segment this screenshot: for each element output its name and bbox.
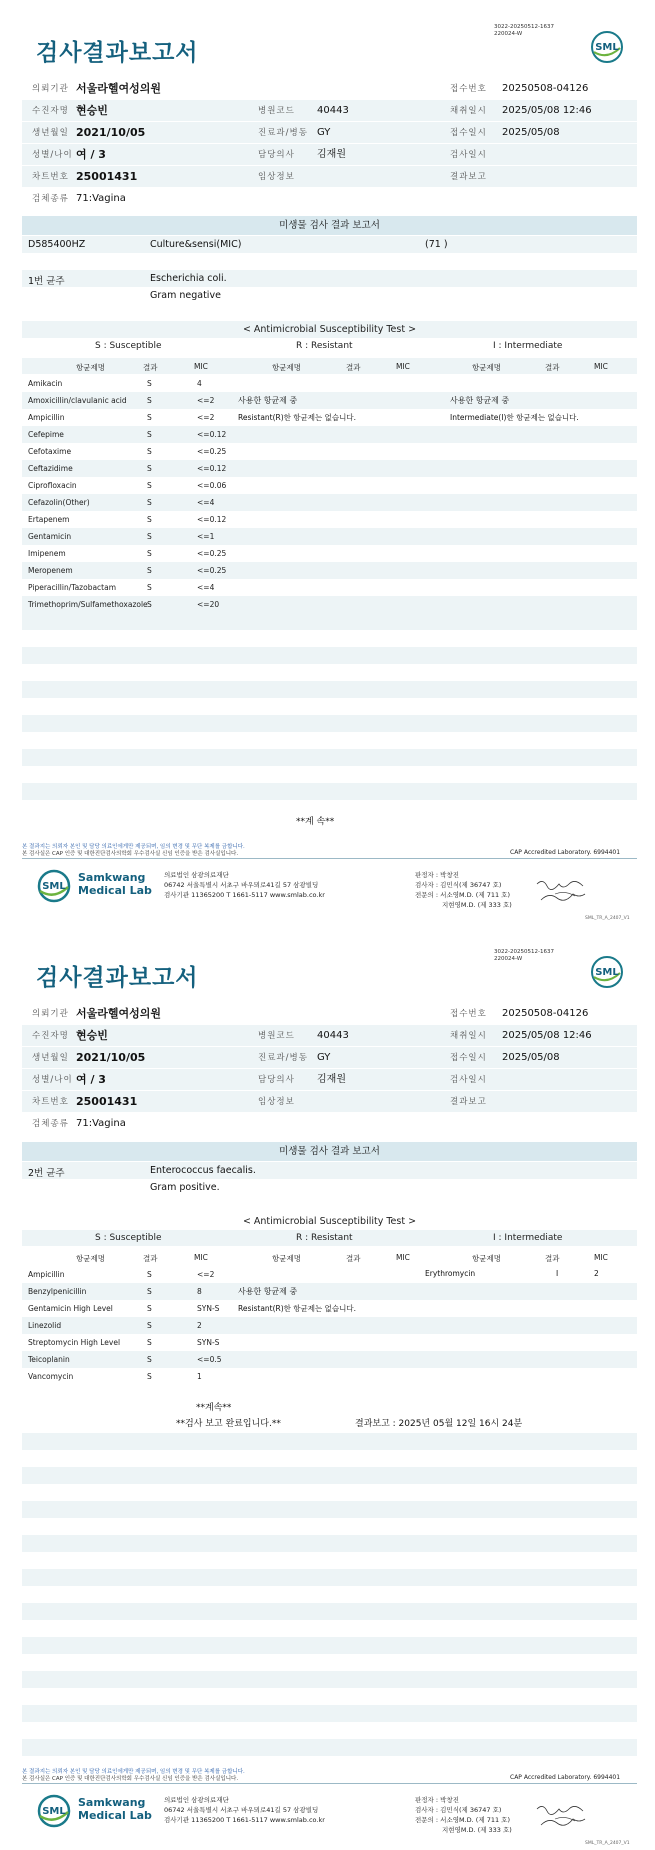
svg-text:SML: SML bbox=[42, 881, 66, 892]
drug-result: S bbox=[147, 1304, 152, 1313]
drug-mic: 8 bbox=[197, 1287, 202, 1296]
drug-mic: <=4 bbox=[197, 583, 215, 592]
cap-accreditation: CAP Accredited Laboratory. 6994401 bbox=[510, 849, 621, 856]
final-report-time: 결과보고 : 2025년 05월 12일 16시 24분 bbox=[355, 1419, 523, 1429]
legend-r: R : Resistant bbox=[296, 341, 353, 351]
organism-gram: Gram negative bbox=[150, 290, 221, 301]
footer-staff: 판정자 : 박창진 검사자 : 김민식(제 36747 호) 전문의 : 서소영M.D. (제 711 호) 지현영M.D. (제 333 호) bbox=[415, 1796, 512, 1834]
patient-info: 의뢰기관 서울라헬여성의원 접수번호 20250508-04126 수진자명 현승빈 병원코드 40443 채취일시 2025/05/08 12:46 생년월일 2021/10/05 진료과/병동 GY 접수일시 2025/05/08 성별/나이 여 / 3 담당의사 김재원 검사일시 차트번호 25001431 임상정보 결과보고 검체종류 71:Vagina bbox=[22, 78, 637, 210]
drug-name: Ampicillin bbox=[28, 413, 65, 422]
footer-address: 의료법인 삼광의료재단 06742 서울특별시 서초구 바우뫼로41길 57 삼광빌딩 검사기관 11365200 T 1661-5117 www.smlab.co.kr bbox=[164, 871, 325, 899]
report-title: 검사결과보고서 bbox=[36, 965, 199, 991]
legend-r: R : Resistant bbox=[296, 1233, 353, 1243]
drug-mic: <=0.12 bbox=[197, 515, 227, 524]
legend-s: S : Susceptible bbox=[95, 341, 162, 351]
ast-title: < Antimicrobial Susceptibility Test > bbox=[242, 1216, 417, 1227]
footer-note-2: 본 검사실은 CAP 인증 및 대한진단검사의학회 우수검사실 신임 인증을 받은 검사실입니다. bbox=[22, 1776, 239, 1782]
samkwang-logo: SML Samkwang Medical Lab bbox=[36, 868, 156, 904]
table-row bbox=[22, 1317, 637, 1334]
drug-mic: <=0.12 bbox=[197, 430, 227, 439]
document-id: 3022-20250512-1637 220024-W bbox=[494, 949, 554, 962]
drug-result: S bbox=[147, 447, 152, 456]
table-row bbox=[22, 562, 637, 579]
drug-result: S bbox=[147, 1355, 152, 1364]
report-page-1: 3022-20250512-1637 220024-W 검사결과보고서 SML 의뢰기관 서울라헬여성의원 접수번호 20250508-04126 수진자명 현승빈 병원코드 40443 채취일시 2025/05/08 12:46 생년월일 2021/10/05 진료과/병동 GY 접수일시 2025/05/08 성별/나이 여 / 3 담당의사 김재원 검사일시 차트번호 25001431 임상정보 결과보고 검체종류 71:Vagina 미생물 검사 결과 보고서 D585400HZ Culture&sensi(MIC) (71 ) 1번 균주 Escherichia coli. Gram negative < Antimicrobial Susceptibility Test > S : Susceptible R : Resistant I : Intermediate 항균제명 결과 MIC 항균제명 결과 MIC 항균제명 결과 MIC Amikacin S 4 Amoxicillin/clavulanic acid S <=2 Ampicillin S <=2 Cefepime S <=0.12 Cefotaxime S <=0.25 Ceftazidime S <=0.12 Ciprofloxacin S <=0.06 Cefazolin(Other) S <=4 Ertapenem S <=0.12 Gentamicin S <=1 Imipenem S <=0.25 Meropenem S <=0.25 Piperacillin/Tazobactam S <=4 Trimethoprim/Sulfamethoxazole S <=20 사용한 항균제 중 Resistant(R)한 항균제는 없습니다. 사용한 항균제 중 Intermediate(I)한 항균제는 없습니다. **계 속** 본 결과지는 의뢰자 본인 및 담당 의료인에게만 제공되며, 임의 변경 및 무단 복제를 금합니다. 본 검사실은 CAP 인증 및 대한진단검사의학회 우수검사실 신임 인증을 받은 검사실입니다. CAP Accredited Laboratory. 6994401 SML Samkwang Medical Lab 의료법인 삼광의료재단 06742 서울특별시 서초구 바우뫼로41길 57 삼광빌딩 검사기관 11365200 T 1661-5117 www.smlab.co.kr 판정자 : 박창진 검사자 : 김민식(제 36747 호) 전문의 : 서소영M.D. (제 711 호) 지현영M.D. (제 333 호) SML_TR_A_2407_V1 bbox=[0, 0, 655, 925]
legend-s: S : Susceptible bbox=[95, 1233, 162, 1243]
table-row bbox=[22, 1351, 637, 1368]
organism-label: 1번 균주 bbox=[28, 276, 65, 287]
form-number: SML_TR_A_2407_V1 bbox=[585, 916, 630, 921]
drug-name: Vancomycin bbox=[28, 1372, 74, 1381]
patient-info: 의뢰기관 서울라헬여성의원 접수번호 20250508-04126 수진자명 현승빈 병원코드 40443 채취일시 2025/05/08 12:46 생년월일 2021/10/05 진료과/병동 GY 접수일시 2025/05/08 성별/나이 여 / 3 담당의사 김재원 검사일시 차트번호 25001431 임상정보 결과보고 검체종류 71:Vagina bbox=[22, 1003, 637, 1135]
drug-mic: <=2 bbox=[197, 413, 215, 422]
drug-name: Benzylpenicillin bbox=[28, 1287, 87, 1296]
sml-logo-icon bbox=[36, 1793, 72, 1829]
organism-name: Enterococcus faecalis. bbox=[150, 1165, 256, 1176]
note-s: 사용한 항균제 중 bbox=[238, 396, 298, 405]
table-row bbox=[22, 511, 637, 528]
table-row bbox=[22, 545, 637, 562]
drug-mic: <=0.25 bbox=[197, 549, 227, 558]
drug-name: Gentamicin bbox=[28, 532, 72, 541]
svg-text:SML: SML bbox=[595, 42, 619, 53]
sml-logo-icon bbox=[590, 955, 624, 989]
drug-result: S bbox=[147, 396, 152, 405]
test-name: Culture&sensi(MIC) bbox=[150, 239, 242, 250]
drug-result: S bbox=[147, 481, 152, 490]
drug-name: Amikacin bbox=[28, 379, 63, 388]
intermediate-mic: 2 bbox=[594, 1269, 599, 1278]
form-number: SML_TR_A_2407_V1 bbox=[585, 1841, 630, 1846]
drug-mic: <=0.06 bbox=[197, 481, 227, 490]
section-title: 미생물 검사 결과 보고서 bbox=[22, 216, 637, 235]
table-row bbox=[22, 1334, 637, 1351]
drug-name: Gentamicin High Level bbox=[28, 1304, 113, 1313]
cap-accreditation: CAP Accredited Laboratory. 6994401 bbox=[510, 1774, 621, 1781]
drug-name: Linezolid bbox=[28, 1321, 62, 1330]
signature-icon bbox=[535, 876, 605, 906]
table-row bbox=[22, 426, 637, 443]
note-s-i: 사용한 항균제 중 bbox=[450, 396, 510, 405]
drug-mic: SYN-S bbox=[197, 1304, 220, 1313]
drug-name: Meropenem bbox=[28, 566, 73, 575]
complete-mark: **검사 보고 완료입니다.** bbox=[176, 1419, 281, 1429]
drug-mic: <=2 bbox=[197, 1270, 215, 1279]
table-row bbox=[22, 392, 637, 409]
drug-mic: <=0.12 bbox=[197, 464, 227, 473]
legend-i: I : Intermediate bbox=[493, 341, 563, 351]
drug-mic: <=4 bbox=[197, 498, 215, 507]
intermediate-drug: Erythromycin bbox=[425, 1269, 476, 1278]
drug-name: Piperacillin/Tazobactam bbox=[28, 583, 117, 592]
drug-mic: <=1 bbox=[197, 532, 215, 541]
drug-result: S bbox=[147, 464, 152, 473]
report-title: 검사결과보고서 bbox=[36, 40, 199, 66]
drug-name: Streptomycin High Level bbox=[28, 1338, 121, 1347]
drug-result: S bbox=[147, 1338, 152, 1347]
sml-logo-icon bbox=[590, 30, 624, 64]
drug-mic: <=0.5 bbox=[197, 1355, 222, 1364]
drug-result: S bbox=[147, 1270, 152, 1279]
drug-result: S bbox=[147, 600, 152, 609]
drug-mic: <=20 bbox=[197, 600, 220, 609]
footer-note-1: 본 결과지는 의뢰자 본인 및 담당 의료인에게만 제공되며, 임의 변경 및 무단 복제를 금합니다. bbox=[22, 844, 245, 850]
drug-name: Ampicillin bbox=[28, 1270, 65, 1279]
drug-mic: <=0.25 bbox=[197, 566, 227, 575]
drug-mic: SYN-S bbox=[197, 1338, 220, 1347]
drug-result: S bbox=[147, 413, 152, 422]
table-row bbox=[22, 477, 637, 494]
organism-label: 2번 균주 bbox=[28, 1168, 65, 1179]
drug-mic: <=0.25 bbox=[197, 447, 227, 456]
drug-result: S bbox=[147, 1372, 152, 1381]
table-row bbox=[22, 1283, 637, 1300]
sml-logo-icon bbox=[36, 868, 72, 904]
drug-name: Amoxicillin/clavulanic acid bbox=[28, 396, 127, 405]
drug-mic: 1 bbox=[197, 1372, 202, 1381]
drug-result: S bbox=[147, 549, 152, 558]
table-row bbox=[22, 443, 637, 460]
drug-result: S bbox=[147, 430, 152, 439]
drug-name: Ceftazidime bbox=[28, 464, 73, 473]
drug-name: Teicoplanin bbox=[28, 1355, 70, 1364]
organism-name: Escherichia coli. bbox=[150, 273, 227, 284]
drug-name: Trimethoprim/Sulfamethoxazole bbox=[28, 600, 148, 609]
ast-title: < Antimicrobial Susceptibility Test > bbox=[242, 324, 417, 335]
note-s: 사용한 항균제 중 bbox=[238, 1287, 298, 1296]
table-row bbox=[22, 460, 637, 477]
drug-name: Cefepime bbox=[28, 430, 64, 439]
drug-result: S bbox=[147, 566, 152, 575]
end-mark: **계 속** bbox=[296, 817, 335, 827]
footer-note-2: 본 검사실은 CAP 인증 및 대한진단검사의학회 우수검사실 신임 인증을 받은 검사실입니다. bbox=[22, 851, 239, 857]
drug-mic: 2 bbox=[197, 1321, 202, 1330]
report-page-2: 3022-20250512-1637 220024-W 검사결과보고서 SML 의뢰기관 서울라헬여성의원 접수번호 20250508-04126 수진자명 현승빈 병원코드 40443 채취일시 2025/05/08 12:46 생년월일 2021/10/05 진료과/병동 GY 접수일시 2025/05/08 성별/나이 여 / 3 담당의사 김재원 검사일시 차트번호 25001431 임상정보 결과보고 검체종류 71:Vagina 미생물 검사 결과 보고서 2번 균주 Enterococcus faecalis. Gram positive. < Antimicrobial Susceptibility Test > S : Susceptible R : Resistant I : Intermediate 항균제명 결과 MIC 항균제명 결과 MIC 항균제명 결과 MIC Ampicillin S <=2 Benzylpenicillin S 8 Gentamicin High Level S SYN-S Linezolid S 2 Streptomycin High Level S SYN-S Teicoplanin S <=0.5 Vancomycin S 1 Erythromycin I 2 사용한 항균제 중 Resistant(R)한 항균제는 없습니다. **계속** **검사 보고 완료입니다.** 결과보고 : 2025년 05월 12일 16시 24분 본 결과지는 의뢰자 본인 및 담당 의료인에게만 제공되며, 임의 변경 및 무단 복제를 금합니다. 본 검사실은 CAP 인증 및 대한진단검사의학회 우수검사실 신임 인증을 받은 검사실입니다. CAP Accredited Laboratory. 6994401 SML Samkwang Medical Lab 의료법인 삼광의료재단 06742 서울특별시 서초구 바우뫼로41길 57 삼광빌딩 검사기관 11365200 T 1661-5117 www.smlab.co.kr 판정자 : 박창진 검사자 : 김민식(제 36747 호) 전문의 : 서소영M.D. (제 711 호) 지현영M.D. (제 333 호) SML_TR_A_2407_V1 bbox=[0, 925, 655, 1850]
drug-mic: 4 bbox=[197, 379, 202, 388]
drug-mic: <=2 bbox=[197, 396, 215, 405]
table-row bbox=[22, 1368, 637, 1385]
table-row bbox=[22, 375, 637, 392]
legend-i: I : Intermediate bbox=[493, 1233, 563, 1243]
drug-name: Ertapenem bbox=[28, 515, 70, 524]
note-r: Resistant(R)한 항균제는 없습니다. bbox=[238, 1304, 357, 1313]
drug-name: Imipenem bbox=[28, 549, 66, 558]
footer-staff: 판정자 : 박창진 검사자 : 김민식(제 36747 호) 전문의 : 서소영M.D. (제 711 호) 지현영M.D. (제 333 호) bbox=[415, 871, 512, 909]
table-row bbox=[22, 579, 637, 596]
table-row bbox=[22, 528, 637, 545]
footer-note-1: 본 결과지는 의뢰자 본인 및 담당 의료인에게만 제공되며, 임의 변경 및 무단 복제를 금합니다. bbox=[22, 1769, 245, 1775]
drug-name: Ciprofloxacin bbox=[28, 481, 77, 490]
table-row bbox=[22, 1266, 637, 1283]
continue-mark: **계속** bbox=[196, 1403, 232, 1413]
footer-address: 의료법인 삼광의료재단 06742 서울특별시 서초구 바우뫼로41길 57 삼광빌딩 검사기관 11365200 T 1661-5117 www.smlab.co.kr bbox=[164, 1796, 325, 1824]
drug-result: S bbox=[147, 1321, 152, 1330]
test-code-num: (71 ) bbox=[425, 239, 448, 250]
drug-result: S bbox=[147, 498, 152, 507]
samkwang-logo: SML Samkwang Medical Lab bbox=[36, 1793, 156, 1829]
table-row bbox=[22, 494, 637, 511]
drug-name: Cefazolin(Other) bbox=[28, 498, 90, 507]
intermediate-result: I bbox=[556, 1269, 559, 1278]
signature-icon bbox=[535, 1801, 605, 1831]
drug-result: S bbox=[147, 379, 152, 388]
drug-result: S bbox=[147, 583, 152, 592]
section-title: 미생물 검사 결과 보고서 bbox=[22, 1142, 637, 1161]
drug-name: Cefotaxime bbox=[28, 447, 72, 456]
note-r: Resistant(R)한 항균제는 없습니다. bbox=[238, 413, 357, 422]
document-id: 3022-20250512-1637 220024-W bbox=[494, 24, 554, 37]
svg-text:SML: SML bbox=[595, 967, 619, 978]
drug-result: S bbox=[147, 532, 152, 541]
svg-text:SML: SML bbox=[42, 1806, 66, 1817]
drug-result: S bbox=[147, 1287, 152, 1296]
test-code: D585400HZ bbox=[28, 239, 86, 250]
note-i: Intermediate(I)한 항균제는 없습니다. bbox=[450, 413, 579, 422]
organism-gram: Gram positive. bbox=[150, 1182, 220, 1193]
table-row bbox=[22, 596, 637, 613]
drug-result: S bbox=[147, 515, 152, 524]
